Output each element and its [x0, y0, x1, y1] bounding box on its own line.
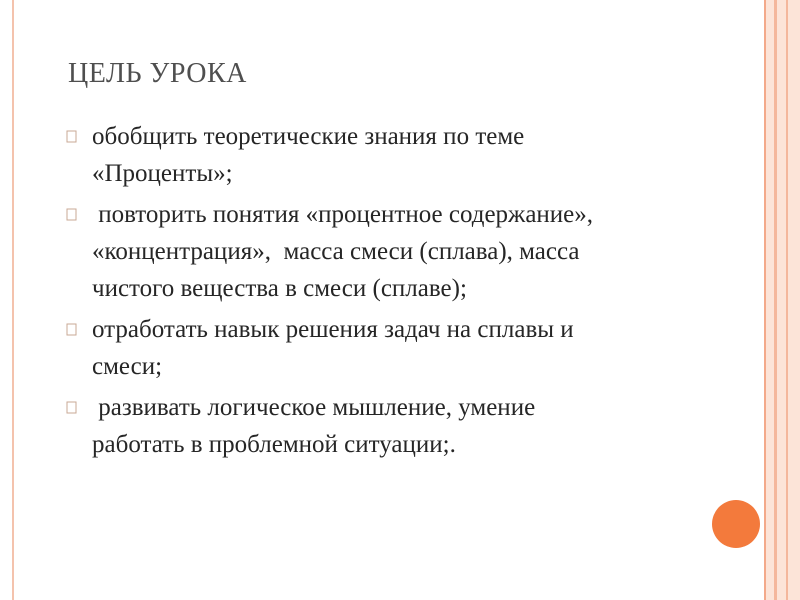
- list-item: [66, 118, 746, 192]
- slide-title: ЦЕЛЬ УРОКА: [68, 58, 247, 89]
- right-frame-line: [764, 0, 766, 600]
- bullet-list: [66, 118, 746, 467]
- hollow-square-bullet-icon: [66, 208, 77, 221]
- hollow-square-bullet-icon: [66, 130, 77, 143]
- decorative-orange-circle: [712, 500, 760, 548]
- right-frame-band: [765, 0, 800, 600]
- bullet-text: отработать навык решения задач на сплавы и смеси;: [92, 316, 574, 380]
- bullet-text: повторить понятия «процентное содержание», «концентрация», масса смеси (сплава), масса чистого вещества в смеси (сплаве);: [92, 201, 594, 302]
- hollow-square-bullet-icon: [66, 323, 77, 336]
- list-item: [66, 196, 746, 307]
- hollow-square-bullet-icon: [66, 401, 77, 414]
- left-frame-line: [12, 0, 14, 600]
- list-item: [66, 311, 746, 385]
- bullet-text: развивать логическое мышление, умение работать в проблемной ситуации;.: [92, 394, 536, 458]
- list-item: [66, 389, 746, 463]
- bullet-text: обобщить теоретические знания по теме «Проценты»;: [92, 123, 525, 187]
- right-frame-line: [774, 0, 777, 600]
- right-frame-line: [786, 0, 788, 600]
